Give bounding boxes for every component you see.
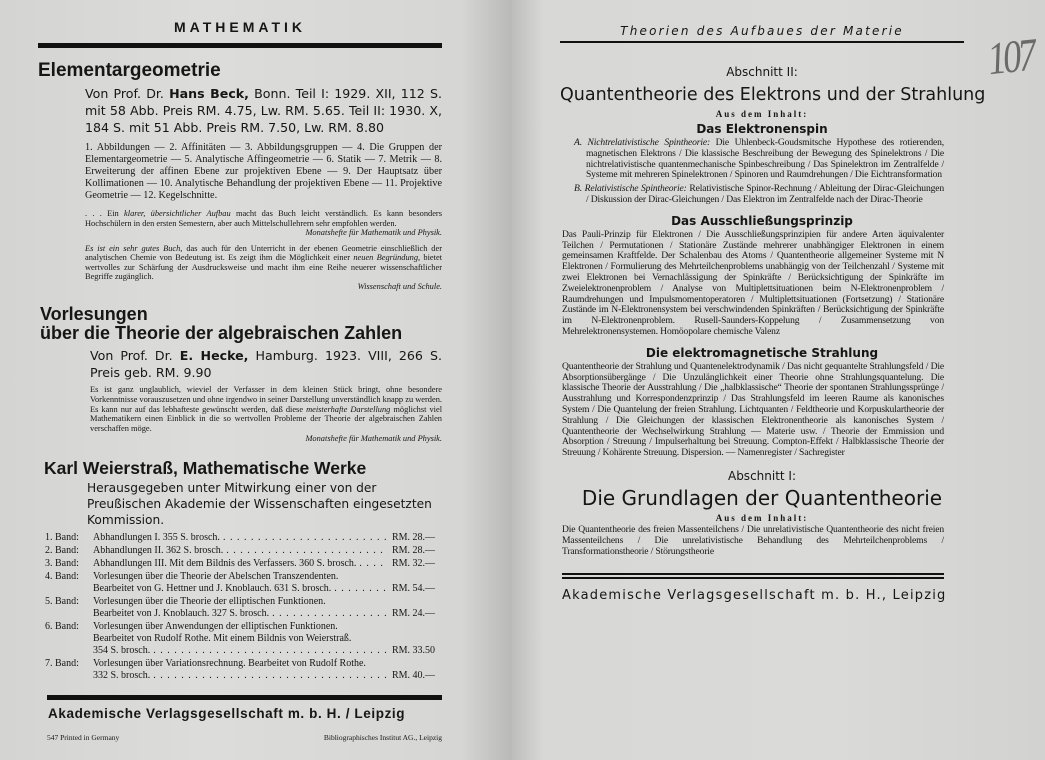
left-page-column <box>38 19 442 742</box>
volume-item <box>45 532 442 544</box>
subsection-text <box>574 184 944 206</box>
book-title <box>40 305 442 343</box>
paragraph-text: Das Pauli-Prinzip für Elektronen / Die Ausschließungsprinzipien für andere Arten äquivalenter Teilchen / Permutationen / Stationäre Zustände mehrerer unabhängiger Elektronen in einem gemeinsamen Kraftfelde. Der Schalenbau des Atoms / Quantentheorie allgemeiner Systeme mit N Elektronen / Formulierung des Mehrteilchenproblems unabhängig von der Teilchenzahl / Systeme mit zwei Elektronen bei Vernachlässigung der Spinkräfte / Berücksichtigung der Spinkräfte im Zweielektronenproblem / Analyse von Multiplettsituationen beim N-Elektronenproblem / Raumdrehungen und Impulsmomentoperatoren / Multiplettsituationen (Fortsetzung) / Stationäre Zustände im N-Elektronensystem bei verschwindenden Spinkräften / Berücksichtigung der Spinkräfte im N-Elektronenproblem. Rusell-Saunders-Koppelung / Zusammensetzung von Mehrelektronensystemen. Homöopolare chemische Valenz <box>562 228 944 337</box>
dot-leader <box>150 645 388 657</box>
publisher-name: Akademische Verlagsgesellschaft m. b. H., Leipzig <box>562 588 947 604</box>
review-quote <box>90 385 442 444</box>
volume-item <box>45 571 442 595</box>
volume-price: RM. 28.— <box>392 544 436 556</box>
footer-rule <box>562 577 944 579</box>
volume-description: Vorlesungen über die Theorie der Abelschen Transzendenten. <box>93 570 339 582</box>
paragraph-text: Die Quantentheorie des freien Massenteilchens / Die unrelativistische Quantentheorie des nicht freien Massenteilchens / Die unrelativistische Behandlung des Mehrteilchenproblems / Transformationstheorie / Störungstheorie <box>562 523 944 557</box>
subsection-label: B. Relativistische Spintheorie: <box>574 183 687 195</box>
volume-price: RM. 24.— <box>392 607 436 619</box>
section-header: Theorien des Aufbaues der Materie <box>620 24 904 38</box>
subsection-text <box>574 138 944 181</box>
handwritten-page-number: 107 <box>985 28 1036 85</box>
volume-number: 7. Band: <box>45 657 79 669</box>
volume-list <box>45 532 442 683</box>
printer-note: Bibliographisches Institut AG., Leipzig <box>323 732 442 742</box>
dot-leader <box>223 545 388 557</box>
section-header: MATHEMATIK <box>173 19 307 35</box>
volume-description: Vorlesungen über Anwendungen der elliptischen Funktionen. <box>93 620 338 632</box>
subsection-title: Die elektromagnetische Strahlung <box>645 345 879 360</box>
review-text: macht das Buch leicht verständlich. Es kann besonders Hochschülern in den ersten Semestern, aber auch Mittelschullehrern sehr empfohlen werden. <box>85 209 442 228</box>
volume-description: Vorlesungen über die Theorie der elliptischen Funktionen. <box>93 595 326 607</box>
book-title: Elementargeometrie <box>38 60 221 81</box>
footer-notes <box>47 733 442 742</box>
volume-number: 1. Band: <box>45 531 79 543</box>
book-title: Karl Weierstraß, Mathematische Werke <box>44 457 367 478</box>
review-text: . . . Ein <box>85 209 119 218</box>
review-quote <box>85 244 442 292</box>
book-title-line: Vorlesungen <box>40 304 148 324</box>
subsection-title: Das Ausschließungsprinzip <box>671 213 853 228</box>
section-title: Die Grundlagen der Quantentheorie <box>581 485 943 510</box>
volume-price: RM. 40.— <box>392 669 436 681</box>
volume-description: Bearbeitet von Rudolf Rothe. Mit einem Bildnis von Weierstraß. <box>93 632 352 644</box>
volume-number: 4. Band: <box>45 570 79 582</box>
dot-leader <box>220 532 388 544</box>
publisher-name: Akademische Verlagsgesellschaft m. b. H. / Leipzig <box>48 705 406 721</box>
right-page-column <box>560 24 986 604</box>
book-details: Bonn. Teil I: 1929. XII, 112 S. mit 58 Abb. Preis RM. 4.75, Lw. RM. 5.65. Teil II: 1930. X, 184 S. mit 51 Abb. Preis RM. 7.50, Lw. RM. 8.80 <box>85 86 442 135</box>
review-quote <box>85 209 442 238</box>
dot-leader <box>356 558 388 570</box>
review-text: Es ist ganz unglaublich, wieviel der Verfasser in dem kleinen Stück bringt, ohne besondere Vorkenntnisse vorauszusetzen und ohne irgendwo in seiner Darstellung unverständlich knapp zu werden. Es kann nur auf das lebhafteste gewünscht werden, daß diese <box>90 385 442 414</box>
book-title-line: über die Theorie der algebraischen Zahlen <box>40 323 403 343</box>
header-rule <box>38 43 442 48</box>
dot-leader <box>269 608 388 620</box>
section-title: Quantentheorie des Elektrons und der Strahlung <box>560 85 986 105</box>
volume-item <box>45 558 442 570</box>
volume-price: RM. 32.— <box>392 557 436 569</box>
review-emphasis: meisterhafte Darstellung <box>306 404 391 414</box>
dot-leader <box>331 583 388 595</box>
dot-leader <box>150 670 388 682</box>
book-author-details <box>90 347 442 381</box>
contents-label: Aus dem Inhalt: <box>715 512 809 523</box>
volume-price: RM. 33.50 <box>392 644 436 656</box>
volume-number: 5. Band: <box>45 595 79 607</box>
review-text: bietet wertvolles zur Schärfung der Ausdrucksweise und macht ihm eine Reihe neuerer wissenschaftlicher Begriffe zugänglich. <box>85 253 443 281</box>
footer-rule <box>562 573 944 575</box>
volume-item <box>45 545 442 557</box>
contents-label: Aus dem Inhalt: <box>715 109 809 119</box>
book-contents: 1. Abbildungen — 2. Affinitäten — 3. Abbildungsgruppen — 4. Die Gruppen der Elementargeometrie — 5. Analytische Affingeometrie — 6. Statik — 7. Metrik — 8. Erweiterung der affinen Ebene zur projektiven Ebene — 9. Der Hauptsatz über Kollimationen — 10. Analytische Behandlung der projektiven Ebene — 11. Projektive Geometrie — 12. Kegelschnitte. <box>85 142 442 201</box>
volume-item <box>45 596 442 620</box>
review-emphasis: klarer, übersichtlicher Aufbau <box>124 209 231 218</box>
paragraph-text: Relativistische Spinor-Rechnung / Ableitung der Dirac-Gleichungen / Diskussion der Dirac-Gleichungen / Das Elektron im Zentralfelde nach der Dirac-Theorie <box>586 183 945 205</box>
author-name: E. Hecke, <box>179 348 249 363</box>
volume-description: Bearbeitet von G. Hettner und J. Knoblauch. 631 S. brosch. <box>93 582 332 594</box>
volume-description: Abhandlungen III. Mit dem Bildnis des Verfassers. 360 S. brosch. <box>93 557 357 569</box>
left-page <box>0 0 512 760</box>
review-emphasis: neuen Begründung, <box>353 253 421 262</box>
volume-number: 2. Band: <box>45 544 79 556</box>
book-details: Hamburg. 1923. VIII, 266 S. Preis geb. RM. 9.90 <box>90 348 442 380</box>
volume-description: Bearbeitet von J. Knoblauch. 327 S. brosch. <box>93 607 270 619</box>
author-name: Hans Beck, <box>169 86 249 101</box>
review-text: das auch für den Unterricht in der ebenen Geometrie einschließlich der analytischen Chemie von Bedeutung ist. Es zeigt ihm die Möglichkeit einer <box>85 243 442 262</box>
book-author-details <box>85 85 442 136</box>
author-prefix: Von Prof. Dr. <box>85 86 164 101</box>
review-emphasis: Es ist ein sehr gutes Buch, <box>85 243 183 253</box>
volume-item <box>45 658 442 682</box>
volume-description: Abhandlungen I. 355 S. brosch. <box>93 531 220 543</box>
book-subtitle: Herausgegeben unter Mitwirkung einer von der Preußischen Akademie der Wissenschaften eingesetzten Kommission. <box>87 480 432 527</box>
volume-description: Abhandlungen II. 362 S. brosch. <box>93 544 224 556</box>
right-page <box>512 0 1045 760</box>
volume-description: 354 S. brosch. <box>93 644 151 656</box>
volume-number: 3. Band: <box>45 557 79 569</box>
paragraph-text: Quantentheorie der Strahlung und Quantenelektrodynamik / Das nicht gequantelte Strahlungsfeld / Die Absorptionsübergänge / Die Unzulänglichkeit einer Theorie ohne Strahlungsquantelung. Die klassische Theorie der Ausstrahlung / Die „halbklassische“ Theorie der spontanen Strahlungssprünge / Ausstrahlung und Korrespondenzprinzip / Das Strahlungsfeld im leeren Raume als kanonisches System / Die Quantelung der freien Strahlung. Lichtquanten / Feldtheorie und Korpuskulartheorie der Strahlung / Die Gleichungen der klassischen Elektronentheorie als kanonisches System / Quantentheorie der Wechselwirkung Strahlung — Materie usw. / Theorie der Emmission und Absorption / Streuung / Impulserhaltung bei Streuung. Compton-Effekt / Halbklassische Theorie der Streuung / Kohärente Streuung. Dispersion. — Namenregister / Sachregister <box>562 360 944 459</box>
section-label: Abschnitt II: <box>726 65 798 79</box>
review-source: Monatshefte für Mathematik und Physik. <box>305 433 442 443</box>
volume-price: RM. 28.— <box>392 531 436 543</box>
header-rule <box>560 41 964 43</box>
volume-description: Vorlesungen über Variationsrechnung. Bearbeitet von Rudolf Rothe. <box>93 657 366 669</box>
volume-price: RM. 54.— <box>392 582 436 594</box>
volume-description: 332 S. brosch. <box>93 669 151 681</box>
print-note: 547 Printed in Germany <box>47 732 120 742</box>
footer-rule <box>47 695 442 700</box>
paragraph-text: Die Uhlenbeck-Goudsmitsche Hypothese des rotierenden, magnetischen Elektrons / Die klassische Beschreibung der Bewegung des Spinelektrons / Die nichtrelativistische quantenmechanische Spinbeschreibung / Das Spinelektron im Zentralfelde / Systeme mit mehreren Spinelektronen / Spinoren und Raumdrehungen / Die Eichtransformation <box>586 137 944 181</box>
section-label: Abschnitt I: <box>727 468 797 483</box>
review-text: möglichst viel Mathematikern einen Einblick in die so wertvollen Probleme der Theorie der algebraischen Zahlen verschaffen möge. <box>90 404 443 434</box>
volume-number: 6. Band: <box>45 620 79 632</box>
review-source: Wissenschaft und Schule. <box>357 281 442 291</box>
review-source: Monatshefte für Mathematik und Physik. <box>305 228 442 237</box>
volume-item <box>45 621 442 657</box>
author-prefix: Von Prof. Dr. <box>90 348 173 363</box>
subsection-title: Das Elektronenspin <box>696 122 828 136</box>
subsection-label: A. Nichtrelativistische Spintheorie: <box>574 137 711 148</box>
